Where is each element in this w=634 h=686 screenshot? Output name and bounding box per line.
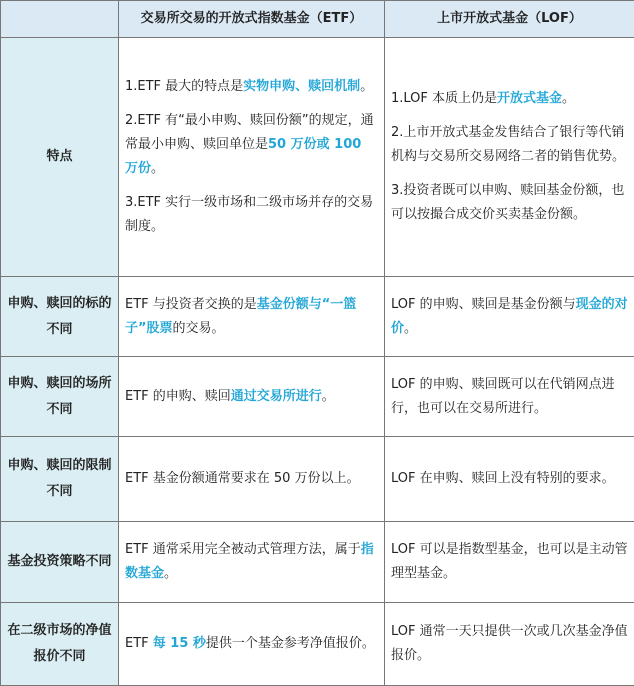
text: 提供一个基金参考净值报价。 xyxy=(206,636,375,651)
text: 1.ETF 最大的特点是 xyxy=(125,79,243,94)
highlight-text: 50 万份或 100 万份 xyxy=(125,137,361,176)
row-category: 申购、赎回的标的不同 xyxy=(1,277,119,357)
etf-cell xyxy=(119,522,385,603)
text: LOF 的申购、赎回既可以在代销网点进行，也可以在交易所进行。 xyxy=(391,377,615,416)
etf-cell xyxy=(119,38,385,277)
table-row xyxy=(1,277,634,357)
row-category: 申购、赎回的限制不同 xyxy=(1,437,119,522)
row-category: 在二级市场的净值报价不同 xyxy=(1,603,119,686)
text: 。 xyxy=(151,161,164,176)
highlight-text: 指数基金 xyxy=(125,542,374,581)
text: 2.ETF 有“最小申购、赎回份额”的规定，通常最小申购、赎回单位是 xyxy=(125,113,374,152)
lof-point xyxy=(391,121,628,169)
text: 。 xyxy=(562,91,575,106)
highlight-text: 现金的对价 xyxy=(391,297,628,336)
table-row xyxy=(1,603,634,686)
lof-cell xyxy=(385,357,634,437)
table-row xyxy=(1,38,634,277)
highlight-text: 通过交易所进行 xyxy=(231,389,322,404)
row-category: 基金投资策略不同 xyxy=(1,522,119,603)
highlight-text: 基金份额与“一篮子”股票 xyxy=(125,297,356,336)
etf-cell xyxy=(119,603,385,686)
text: LOF 的申购、赎回是基金份额与 xyxy=(391,297,576,312)
text: ETF xyxy=(125,636,153,651)
text: 3.ETF 实行一级市场和二级市场并存的交易制度。 xyxy=(125,195,373,234)
lof-cell xyxy=(385,603,634,686)
lof-point xyxy=(391,87,628,111)
lof-point xyxy=(391,179,628,227)
lof-cell xyxy=(385,277,634,357)
text: ETF 基金份额通常要求在 50 万份以上。 xyxy=(125,471,360,486)
row-category: 特点 xyxy=(1,38,119,277)
text: ETF 的申购、赎回 xyxy=(125,389,231,404)
etf-cell xyxy=(119,357,385,437)
header-category xyxy=(1,1,119,38)
highlight-text: 开放式基金 xyxy=(497,91,562,106)
etf-cell xyxy=(119,437,385,522)
text: 。 xyxy=(360,79,373,94)
text: 。 xyxy=(164,566,177,581)
text: LOF 通常一天只提供一次或几次基金净值报价。 xyxy=(391,624,628,663)
etf-point xyxy=(125,109,378,181)
header-lof: 上市开放式基金（LOF） xyxy=(385,1,634,38)
text: ETF 通常采用完全被动式管理方法，属于 xyxy=(125,542,361,557)
lof-cell xyxy=(385,38,634,277)
row-category: 申购、赎回的场所不同 xyxy=(1,357,119,437)
text: LOF 在申购、赎回上没有特别的要求。 xyxy=(391,471,615,486)
header-row xyxy=(1,1,634,38)
table-row xyxy=(1,522,634,603)
etf-point xyxy=(125,75,378,99)
highlight-text: 每 15 秒 xyxy=(153,636,206,651)
lof-cell xyxy=(385,437,634,522)
etf-point xyxy=(125,191,378,239)
text: 的交易。 xyxy=(173,321,225,336)
lof-cell xyxy=(385,522,634,603)
text: 1.LOF 本质上仍是 xyxy=(391,91,497,106)
table-row xyxy=(1,357,634,437)
text: 。 xyxy=(404,321,417,336)
table-row xyxy=(1,437,634,522)
text: 2.上市开放式基金发售结合了银行等代销机构与交易所交易网络二者的销售优势。 xyxy=(391,125,625,164)
text: ETF 与投资者交换的是 xyxy=(125,297,257,312)
highlight-text: 实物申购、赎回机制 xyxy=(243,79,360,94)
text: 3.投资者既可以申购、赎回基金份额，也可以按撮合成交价买卖基金份额。 xyxy=(391,183,624,222)
header-etf: 交易所交易的开放式指数基金（ETF） xyxy=(119,1,385,38)
text: 。 xyxy=(322,389,335,404)
text: LOF 可以是指数型基金，也可以是主动管理型基金。 xyxy=(391,542,628,581)
etf-cell xyxy=(119,277,385,357)
